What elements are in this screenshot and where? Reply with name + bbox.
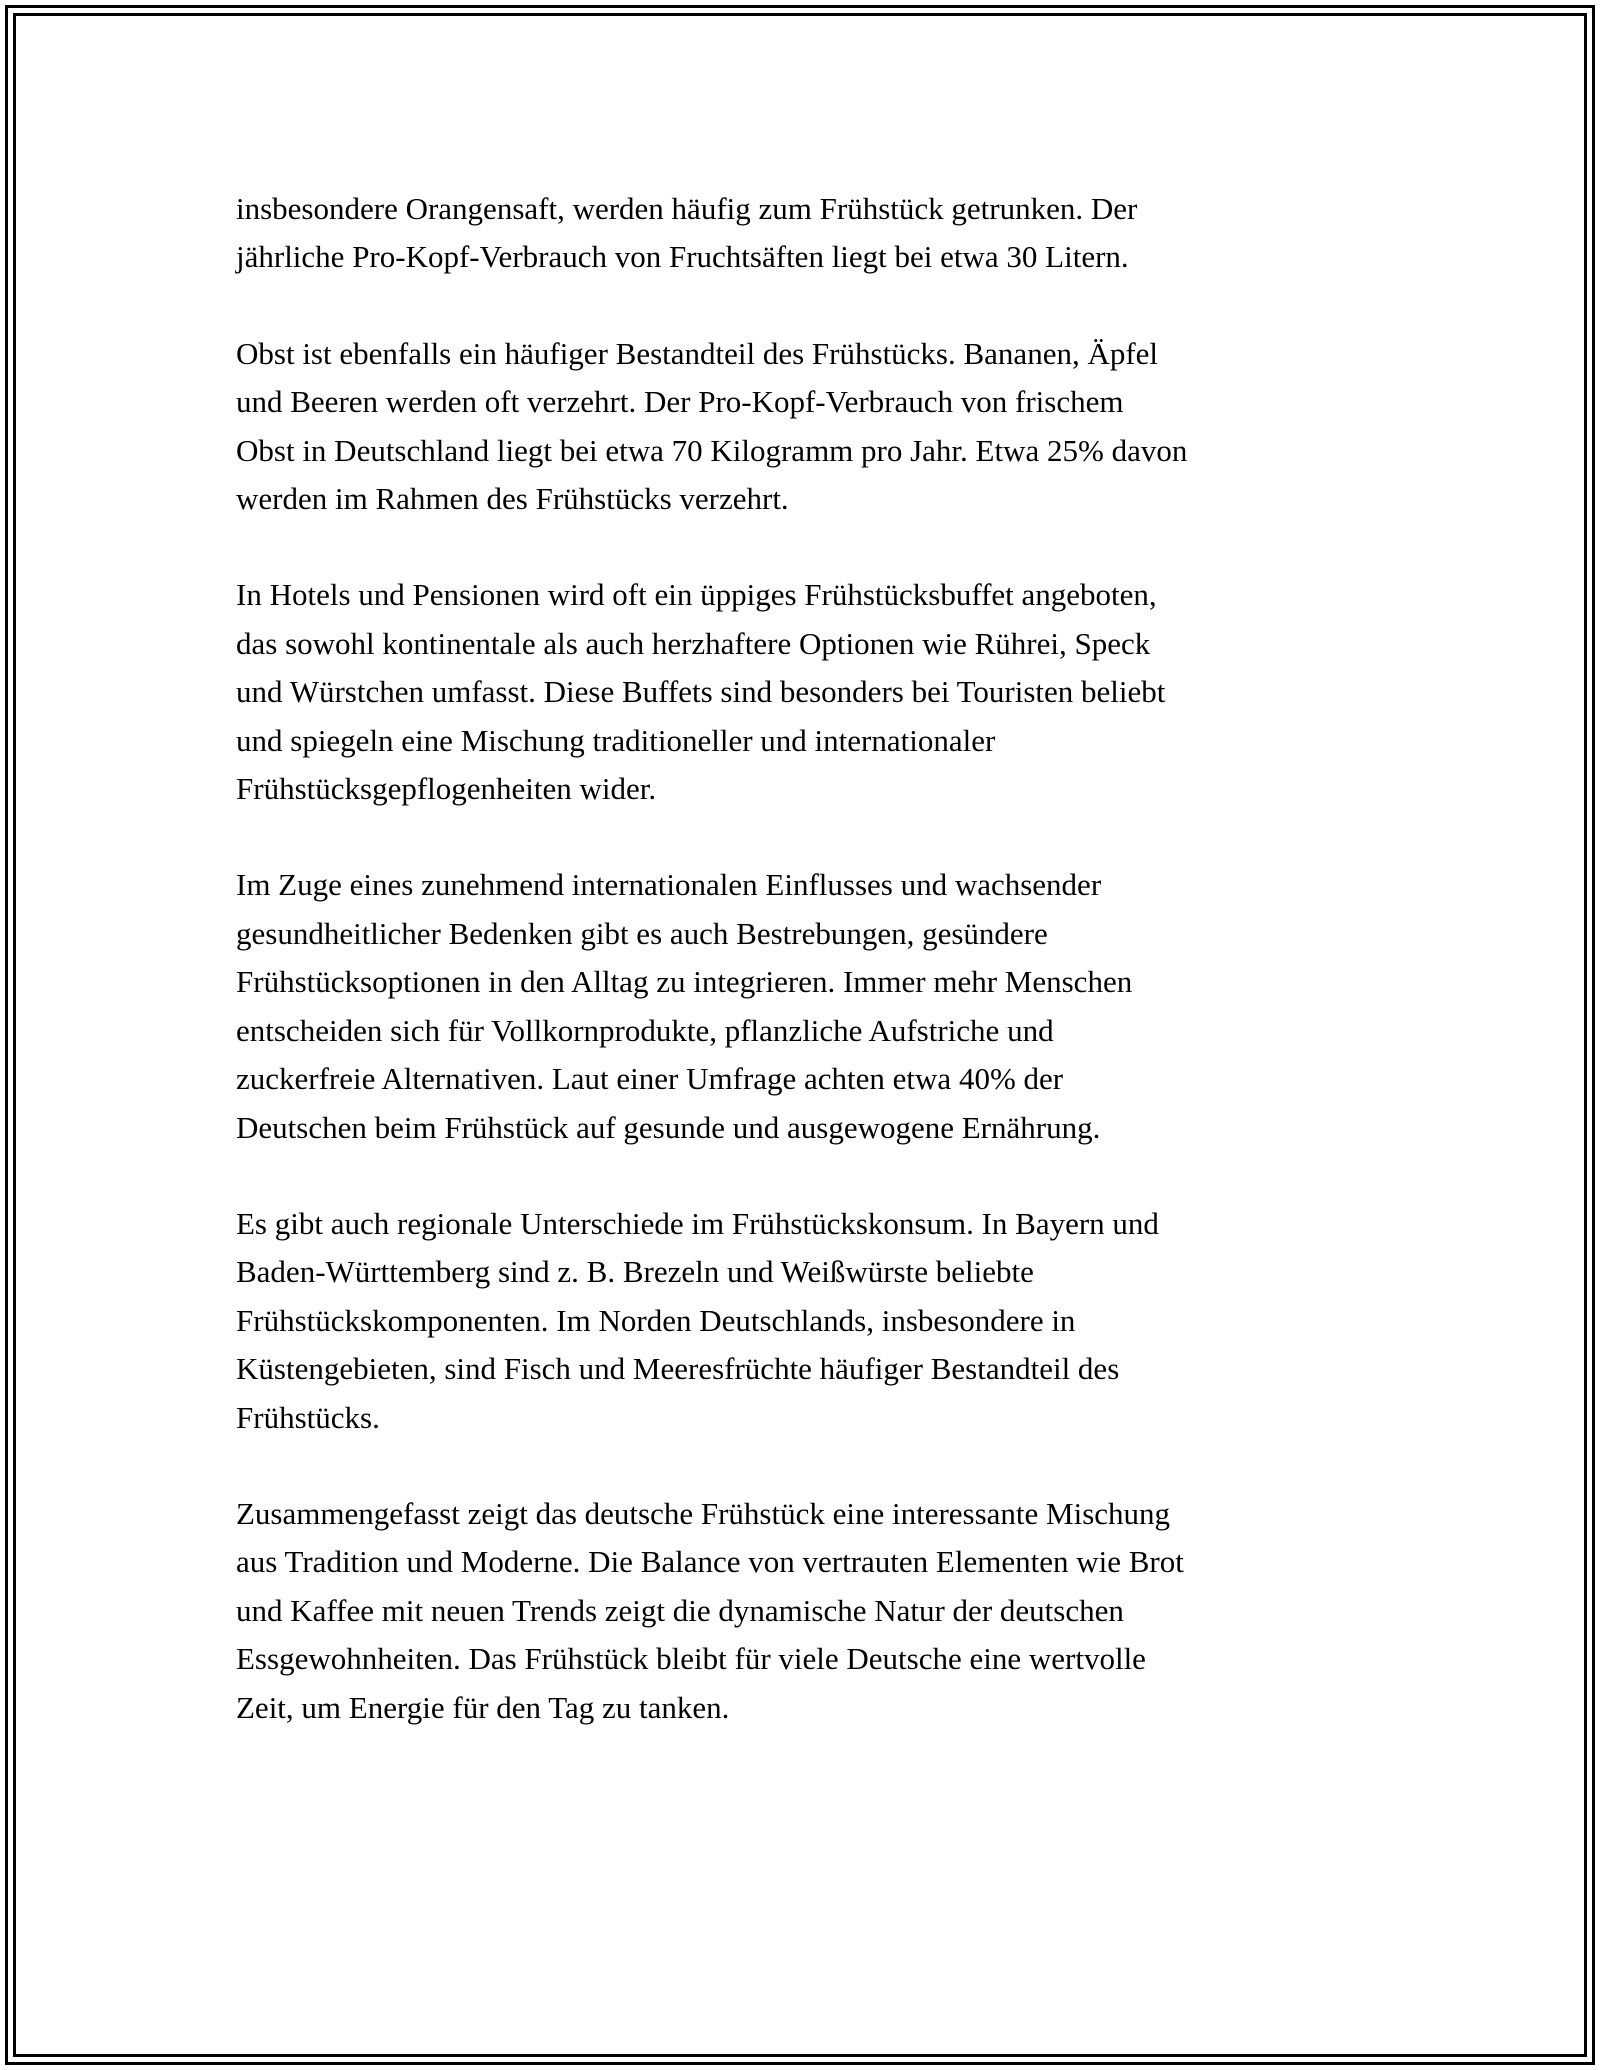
paragraph-health-trends: Im Zuge eines zunehmend internationalen Einflusses und wachsender gesundheitlicher Bedenken gibt es auch Bestrebungen, gesündere Frühstücksoptionen in den Alltag zu integrieren. Immer mehr Menschen entscheiden sich für Vollkornprodukte, pflanzliche Aufstriche und zuckerfreie Alternativen. Laut einer Umfrage achten etwa 40% der Deutschen beim Frühstück auf gesunde und ausgewogene Ernährung. — [236, 867, 1133, 1145]
paragraph-fruit: Obst ist ebenfalls ein häufiger Bestandteil des Frühstücks. Bananen, Äpfel und Beeren werden oft verzehrt. Der Pro-Kopf-Verbrauch von frischem Obst in Deutschland liegt bei etwa 70 Kilogramm pro Jahr. Etwa 25% davon werden im Rahmen des Frühstücks verzehrt. — [236, 335, 1188, 517]
paragraph-fruit-juice: insbesondere Orangensaft, werden häufig zum Frühstück getrunken. Der jährliche Pro-Kopf-Verbrauch von Fruchtsäften liegt bei etwa 30 Litern. — [236, 191, 1138, 275]
paragraph-summary: Zusammengefasst zeigt das deutsche Frühstück eine interessante Mischung aus Tradition und Moderne. Die Balance von vertrauten Elementen wie Brot und Kaffee mit neuen Trends zeigt die dynamische Natur der deutschen Essgewohnheiten. Das Frühstück bleibt für viele Deutsche eine wertvolle Zeit, um Energie für den Tag zu tanken. — [236, 1495, 1184, 1725]
paragraph-hotel-buffet: In Hotels und Pensionen wird oft ein üppiges Frühstücksbuffet angeboten, das sowohl kontinentale als auch herzhaftere Optionen wie Rührei, Speck und Würstchen umfasst. Diese Buffets sind besonders bei Touristen beliebt und spiegeln eine Mischung traditioneller und internationaler Frühstücksgepflogenheiten wider. — [236, 577, 1166, 807]
document-body — [236, 185, 1376, 1780]
paragraph-regional-differences: Es gibt auch regionale Unterschiede im Frühstückskonsum. In Bayern und Baden-Württemberg sind z. B. Brezeln und Weißwürste beliebte Frühstückskomponenten. Im Norden Deutschlands, insbesondere in Küstengebieten, sind Fisch und Meeresfrüchte häufiger Bestandteil des Frühstücks. — [236, 1205, 1159, 1435]
